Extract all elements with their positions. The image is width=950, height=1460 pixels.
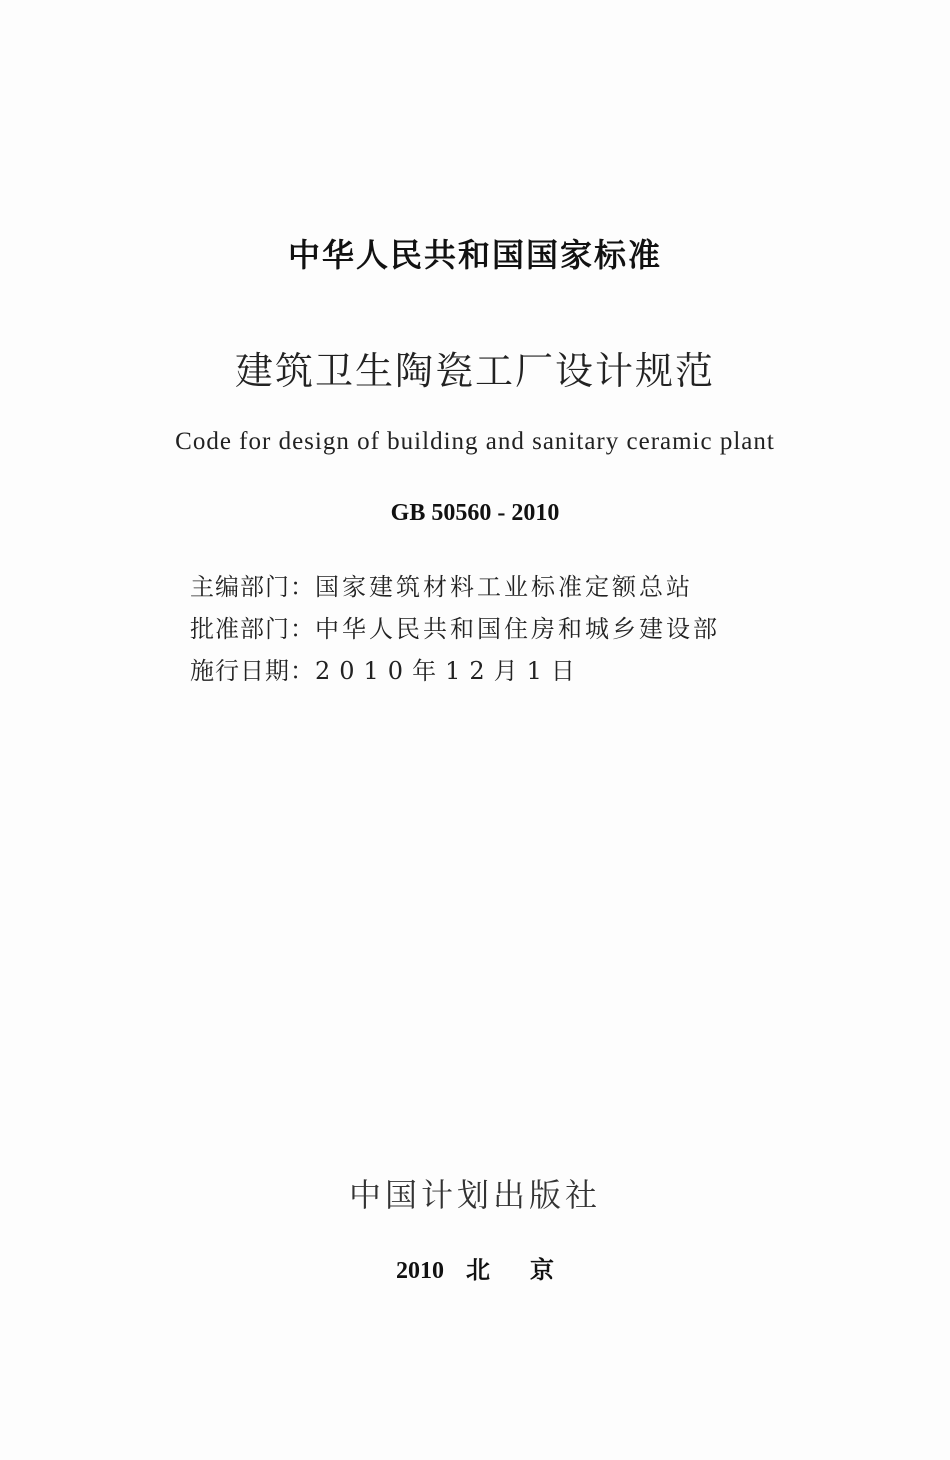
imprint <box>0 1250 950 1285</box>
effective-date-value: 2010年12月1日 <box>315 657 584 685</box>
editor-department-row <box>190 572 770 602</box>
approval-department-value: 中华人民共和国住房和城乡建设部 <box>315 615 720 643</box>
approval-department-label: 批准部门： <box>190 615 315 643</box>
standard-type-heading: 中华人民共和国国家标准 <box>287 236 662 274</box>
effective-date-row <box>190 656 770 686</box>
imprint-city-char-2: 京 <box>530 1258 554 1284</box>
imprint-city-char-1: 北 <box>466 1258 490 1284</box>
editor-department-label: 主编部门： <box>190 573 315 601</box>
imprint-year: 2010 <box>396 1258 444 1284</box>
effective-date-label: 施行日期： <box>190 657 315 685</box>
document-title-chinese: 建筑卫生陶瓷工厂设计规范 <box>234 349 715 393</box>
approval-department-row <box>190 614 770 644</box>
standard-number: GB 50560 - 2010 <box>390 500 560 526</box>
publisher-name: 中国计划出版社 <box>348 1176 601 1214</box>
document-title-english: Code for design of building and sanitary ceramic plant <box>175 428 775 455</box>
editor-department-value: 国家建筑材料工业标准定额总站 <box>315 573 693 601</box>
